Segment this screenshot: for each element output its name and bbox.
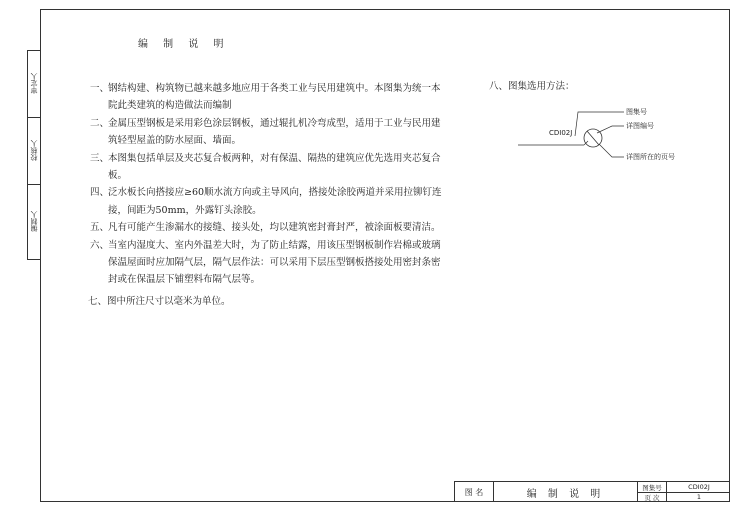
note-number: 五、 (90, 222, 110, 234)
label-atlas-number: 图集号 (626, 108, 647, 116)
label-page-number: 详图所在的页号 (626, 153, 675, 161)
note-number: 二、 (90, 117, 110, 129)
sidebar-label-author: 编制人 (30, 211, 38, 233)
usage-heading: 八、图集选用方法： (489, 81, 575, 92)
atlas-code: CDI02J (549, 129, 573, 137)
label-detail-number: 详图编号 (626, 122, 654, 130)
title-block-page-value: 1 (696, 493, 702, 501)
sidebar-label-checker: 校核人 (30, 140, 38, 162)
note-item (90, 115, 445, 150)
title-block-page-label: 页 次 (644, 493, 660, 502)
sidebar-label-reviewer: 审定人 (30, 73, 38, 95)
note-text: 泛水板长向搭接应≥60顺水流方向或主导风向，搭接处涂胶两道并采用拉铆钉连接，间距为50mm，外露钉头涂胶。 (108, 187, 442, 216)
note-number: 七、 (88, 295, 108, 307)
signature-sidebar (27, 50, 40, 260)
note-text: 本图集包括单层及夹芯复合板两种，对有保温、隔热的建筑应优先选用夹芯复合板。 (108, 152, 441, 182)
note-number: 一、 (90, 83, 110, 94)
page-title: 编 制 说 明 (138, 39, 230, 50)
detail-callout-symbol (500, 100, 720, 170)
title-block-name-label: 图 名 (464, 487, 484, 497)
note-item (90, 80, 445, 115)
note-item (90, 184, 445, 219)
note-item (90, 150, 445, 185)
note-number: 六、 (90, 239, 110, 251)
title-block-divider (637, 492, 730, 493)
note-text: 当室内湿度大、室内外温差大时，为了防止结露，用该压型钢板制作岩棉或玻璃保温屋面时应加隔气层，隔气层作法：可以采用下层压型钢板搭接处用密封条密封或在保温层下铺塑料布隔气层等。 (108, 239, 441, 286)
title-block (454, 481, 730, 502)
note-item (90, 219, 445, 236)
note-number: 四、 (90, 187, 110, 199)
title-block-atlas-label: 图集号 (642, 483, 662, 492)
note-text: 凡有可能产生渗漏水的接缝、接头处，均以建筑密封膏封严，被涂面板要清洁。 (108, 222, 441, 234)
note-text: 图中所注尺寸以毫米为单位。 (107, 295, 231, 307)
notes-list (90, 80, 445, 310)
title-block-name-value: 编 制 说 明 (526, 488, 605, 500)
note-number: 三、 (90, 152, 110, 164)
title-block-atlas-value: CDI02J (688, 483, 710, 491)
note-item (88, 293, 443, 310)
note-text: 钢结构建、构筑物已越来越多地应用于各类工业与民用建筑中。本图集为统一本院此类建筑的构造做法而编制 (108, 83, 441, 112)
note-text: 金属压型钢板是采用彩色涂层钢板，通过辊扎机冷弯成型，适用于工业与民用建筑轻型屋盖的防水屋面、墙面。 (108, 117, 441, 147)
note-item (90, 237, 445, 289)
usage-diagram (500, 100, 720, 170)
